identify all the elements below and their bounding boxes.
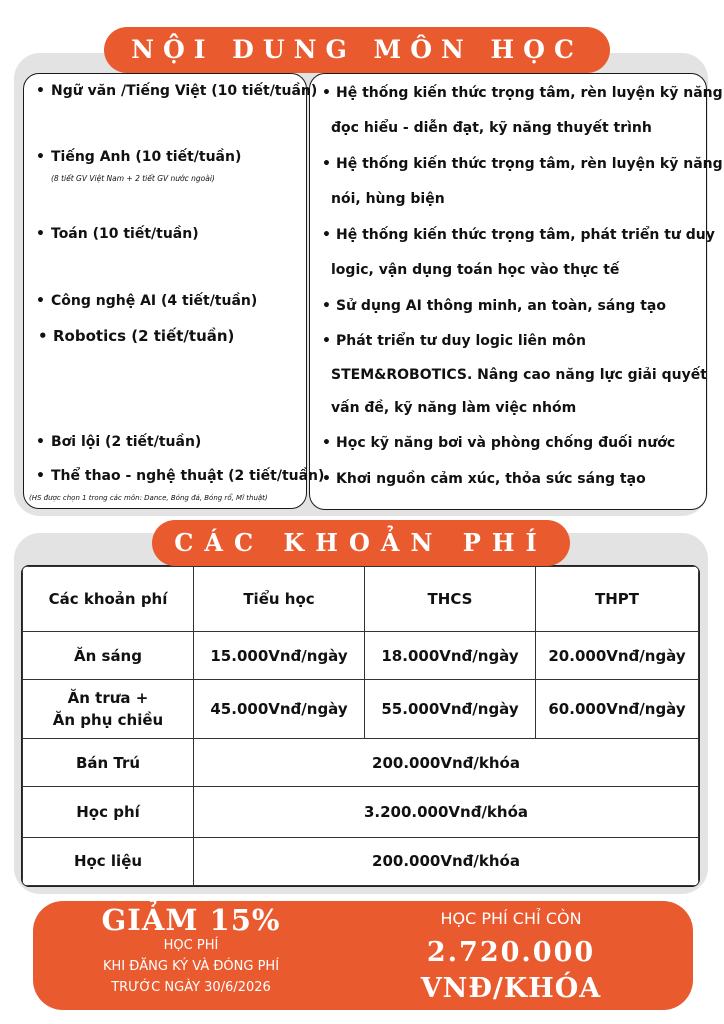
- content-item: • Khơi nguồn cảm xúc, thỏa sức sáng tạo: [322, 471, 646, 487]
- fee-name-cell: [23, 680, 194, 739]
- subject-item: • Tiếng Anh (10 tiết/tuần): [36, 149, 242, 165]
- table-row: [23, 680, 699, 739]
- fee-value-cell: 20.000Vnđ/ngày: [536, 631, 699, 679]
- content-line: vấn đề, kỹ năng làm việc nhóm: [331, 400, 577, 416]
- table-row: [23, 738, 699, 786]
- fee-value-cell: 200.000Vnđ/khóa: [194, 837, 699, 885]
- table-header-cell: THCS: [365, 567, 536, 632]
- fee-name-cell: Bán Trú: [23, 738, 194, 786]
- promo-discount: GIẢM 15%: [101, 903, 281, 937]
- content-item: • Hệ thống kiến thức trọng tâm, phát triển tư duy: [322, 227, 715, 243]
- content-item: • Học kỹ năng bơi và phòng chống đuối nước: [322, 435, 676, 451]
- fee-name-cell: Học phí: [23, 787, 194, 837]
- content-line: logic, vận dụng toán học vào thực tế: [331, 262, 620, 278]
- fee-value-cell: 3.200.000Vnđ/khóa: [194, 787, 699, 837]
- table-header-cell: Các khoản phí: [23, 567, 194, 632]
- table-header-cell: THPT: [536, 567, 699, 632]
- promo-price-label: HỌC PHÍ CHỈ CÒN: [440, 909, 582, 928]
- fee-value-cell: 55.000Vnđ/ngày: [365, 680, 536, 739]
- table-header-row: [23, 567, 699, 632]
- content-item: • Phát triển tư duy logic liên môn: [322, 333, 587, 349]
- subject-note: (8 tiết GV Việt Nam + 2 tiết GV nước ngoài): [51, 174, 215, 183]
- content-line: nói, hùng biện: [331, 191, 445, 207]
- subject-item: • Công nghệ AI (4 tiết/tuần): [36, 293, 258, 309]
- subject-item: • Ngữ văn /Tiếng Việt (10 tiết/tuần): [36, 83, 318, 99]
- fee-value-cell: 18.000Vnđ/ngày: [365, 631, 536, 679]
- promo-line: KHI ĐĂNG KÝ VÀ ĐÓNG PHÍ: [102, 959, 280, 974]
- fee-name-cell: Học liệu: [23, 837, 194, 885]
- promo-banner: [33, 901, 693, 1010]
- content-line: STEM&ROBOTICS. Nâng cao năng lực giải quyết: [331, 367, 707, 383]
- content-line: đọc hiểu - diễn đạt, kỹ năng thuyết trình: [331, 120, 652, 136]
- promo-price-unit: VNĐ/KHÓA: [420, 973, 602, 1004]
- subject-item: • Toán (10 tiết/tuần): [36, 226, 199, 242]
- subject-item: • Bơi lội (2 tiết/tuần): [36, 434, 202, 450]
- subjects-section-title: NỘI DUNG MÔN HỌC: [104, 27, 610, 73]
- fees-section-title: CÁC KHOẢN PHÍ: [152, 520, 570, 566]
- fee-name-line: Ăn phụ chiều: [52, 711, 164, 729]
- table-row: [23, 787, 699, 837]
- fee-name-cell: Ăn sáng: [23, 631, 194, 679]
- subject-item: • Robotics (2 tiết/tuần): [38, 327, 235, 345]
- subject-item: • Thể thao - nghệ thuật (2 tiết/tuần): [36, 468, 325, 484]
- fee-value-cell: 60.000Vnđ/ngày: [536, 680, 699, 739]
- promo-line: HỌC PHÍ: [163, 938, 219, 953]
- fee-value-cell: 200.000Vnđ/khóa: [194, 738, 699, 786]
- fees-table: [21, 565, 700, 887]
- content-item: • Sử dụng AI thông minh, an toàn, sáng tạo: [322, 298, 666, 314]
- table-header-cell: Tiểu học: [194, 567, 365, 632]
- subject-note: (HS được chọn 1 trong các môn: Dance, Bóng đá, Bóng rổ, Mĩ thuật): [29, 494, 268, 502]
- promo-price: 2.720.000: [426, 937, 596, 968]
- content-item: • Hệ thống kiến thức trọng tâm, rèn luyện kỹ năng: [322, 156, 723, 172]
- table-row: [23, 837, 699, 885]
- fee-name-line: Ăn trưa +: [67, 689, 149, 707]
- content-item: • Hệ thống kiến thức trọng tâm, rèn luyện kỹ năng: [322, 85, 723, 101]
- table-row: [23, 631, 699, 679]
- promo-line: TRƯỚC NGÀY 30/6/2026: [111, 980, 271, 995]
- fee-value-cell: 45.000Vnđ/ngày: [194, 680, 365, 739]
- fee-value-cell: 15.000Vnđ/ngày: [194, 631, 365, 679]
